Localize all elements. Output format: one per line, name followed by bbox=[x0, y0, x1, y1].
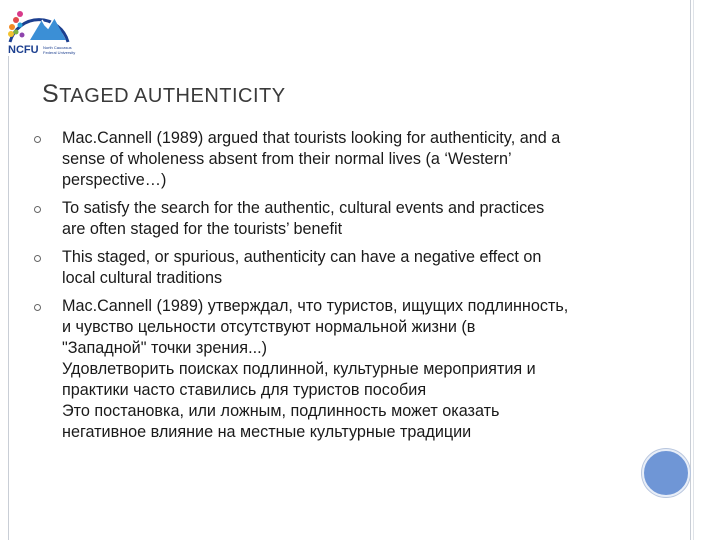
bullet-line: are often staged for the tourists’ benefit bbox=[62, 220, 343, 238]
bullet-line: Это постановка, или ложным, подлинность может оказать bbox=[62, 402, 500, 420]
bullet-line: Mac.Cannell (1989) утверждал, что туристов, ищущих подлинность, bbox=[62, 297, 569, 315]
bullet-line: sense of wholeness absent from their normal lives (a ‘Western’ bbox=[62, 150, 512, 168]
bullet-circle-icon bbox=[34, 255, 41, 262]
bullet-line: This staged, or spurious, authenticity can have a negative effect on bbox=[62, 248, 542, 266]
bullet-item bbox=[34, 296, 630, 443]
logo-emblem-icon bbox=[2, 2, 76, 46]
bullet-line: и чувство цельности отсутствуют нормальной жизни (в bbox=[62, 318, 476, 336]
decorative-circle bbox=[642, 449, 690, 497]
bullet-item bbox=[34, 198, 630, 240]
bullet-item bbox=[34, 128, 630, 191]
bullet-line: Mac.Cannell (1989) argued that tourists looking for authenticity, and a bbox=[62, 129, 561, 147]
bullet-circle-icon bbox=[34, 136, 41, 143]
bullet-line: perspective…) bbox=[62, 171, 167, 189]
bullet-line: To satisfy the search for the authentic, cultural events and practices bbox=[62, 199, 545, 217]
logo-subtext: North Caucasus Federal University bbox=[43, 45, 76, 55]
bullet-item bbox=[34, 247, 630, 289]
ncfu-logo bbox=[2, 2, 76, 56]
bullet-circle-icon bbox=[34, 206, 41, 213]
bullet-line: Удовлетворить поисках подлинной, культурные мероприятия и bbox=[62, 360, 536, 378]
bullet-line: local cultural traditions bbox=[62, 269, 223, 287]
right-frame-line bbox=[690, 0, 691, 540]
bullet-list bbox=[34, 128, 630, 450]
right-frame-line-inner bbox=[693, 0, 694, 540]
bullet-line: негативное влияние на местные культурные традиции bbox=[62, 423, 472, 441]
slide-title bbox=[42, 80, 286, 109]
bullet-circle-icon bbox=[34, 304, 41, 311]
title-rest: TAGED AUTHENTICITY bbox=[59, 85, 286, 107]
title-first-letter: S bbox=[42, 80, 60, 108]
left-frame-line bbox=[8, 56, 9, 540]
bullet-line: практики часто ставились для туристов пособия bbox=[62, 381, 427, 399]
bullet-line: "Западной" точки зрения...) bbox=[62, 339, 267, 357]
logo-text: NCFU bbox=[8, 44, 39, 56]
